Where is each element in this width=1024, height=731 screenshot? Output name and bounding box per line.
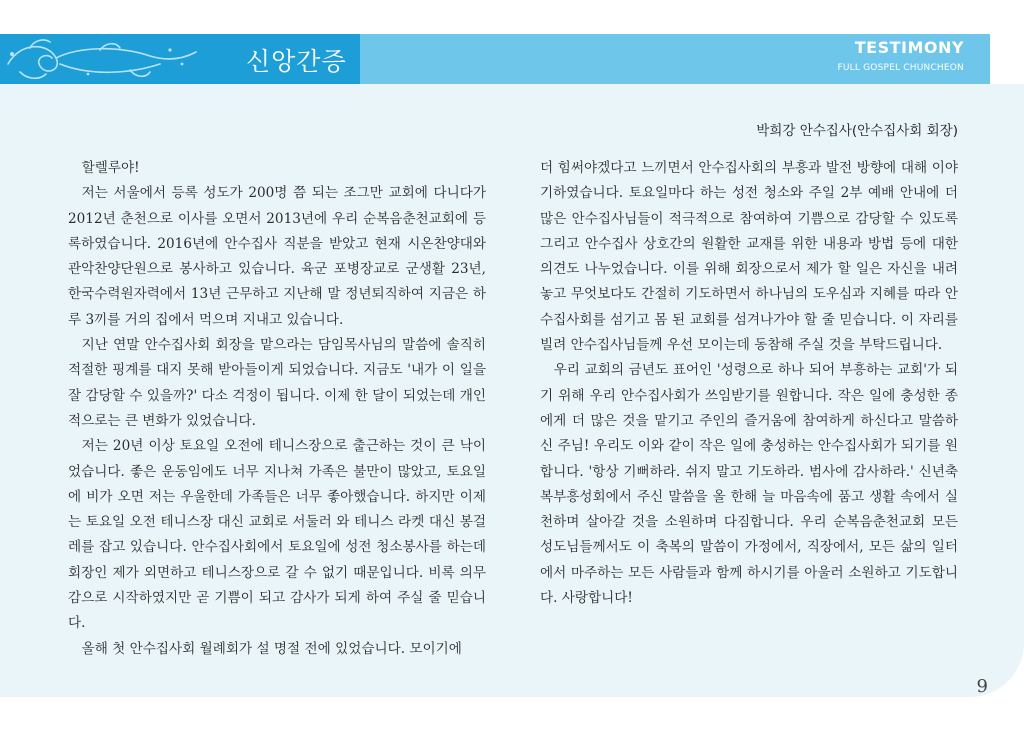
page-number: 9 bbox=[976, 676, 988, 697]
section-title: 신앙간증 bbox=[246, 47, 347, 76]
paragraph: 우리 교회의 금년도 표어인 '성령으로 하나 되어 부흥하는 교회'가 되기 위해 우리 안수집사회가 쓰임받기를 원합니다. 작은 일에 충성한 종에게 더 많은 것을 맡기고 주인의 즐거움에 참여하게 하신다고 말씀하신 주님! 우리도 이와 같이 작은 일에 충성하는 안수집사회가 되기를 원합니다. '항상 기뻐하라. 쉬지 말고 기도하라. 범사에 감사하라.' 신년축복부흥성회에서 주신 말씀을 올 한해 늘 마음속에 품고 생활 속에서 실천하며 살아갈 것을 소원하며 다짐합니다. 우리 순복음춘천교회 모든 성도님들께서도 이 축복의 말씀이 가정에서, 직장에서, 모든 삶의 일터에서 마주하는 모든 사람들과 함께 하시기를 아울러 소원하고 기도합니다. 사랑합니다! bbox=[540, 362, 958, 607]
paragraph: 저는 서울에서 등록 성도가 200명 쯤 되는 조그만 교회에 다니다가 2012년 춘천으로 이사를 오면서 2013년에 우리 순복음춘천교회에 등록하였습니다. 2016년에 안수집사 직분을 받았고 현재 시온찬양대와 관악찬양단원으로 봉사하고 있습니다. 육군 포병장교로 군생활 23년, 한국수력원자력에서 13년 근무하고 지난해 말 정년퇴직하여 지금은 하루 3끼를 거의 집에서 먹으며 지내고 있습니다. bbox=[68, 185, 486, 328]
right-column bbox=[540, 156, 958, 611]
paragraph: 올해 첫 안수집사회 월례회가 설 명절 전에 있었습니다. 모이기에 bbox=[81, 640, 462, 657]
brand-subtitle: FULL GOSPEL CHUNCHEON bbox=[837, 63, 964, 73]
swirl-ornament-icon bbox=[0, 34, 200, 84]
paragraph: 더 힘써야겠다고 느끼면서 안수집사회의 부흥과 발전 방향에 대해 이야기하였습니다. 토요일마다 하는 성전 청소와 주일 2부 예배 안내에 더 많은 안수집사님들이 적극적으로 참여하여 기쁨으로 감당할 수 있도록 그리고 안수집사 상호간의 원활한 교재를 위한 내용과 방법 등에 대한 의견도 나누었습니다. 이를 위해 회장으로서 제가 할 일은 자신을 내려놓고 무엇보다도 간절히 기도하면서 하나님의 도우심과 지혜를 따라 안수집사회를 섬기고 몸 된 교회를 섬겨나가야 할 줄 믿습니다. 이 자리를 빌려 안수집사님들께 우선 모이는데 동참해 주실 것을 부탁드립니다. bbox=[540, 160, 958, 354]
brand-block bbox=[837, 38, 964, 73]
author-line: 박희강 안수집사(안수집사회 회장) bbox=[756, 123, 958, 139]
left-column bbox=[68, 156, 486, 662]
section-title-box bbox=[0, 34, 360, 84]
paragraph: 저는 20년 이상 토요일 오전에 테니스장으로 출근하는 것이 큰 낙이었습니다. 좋은 운동임에도 너무 지나쳐 가족은 불만이 많았고, 토요일에 비가 오면 저는 우울한데 가족들은 너무 좋아했습니다. 하지만 이제는 토요일 오전 테니스장 대신 교회로 서둘러 와 테니스 라켓 대신 봉걸레를 잡고 있습니다. 안수집사회에서 토요일에 성전 청소봉사를 하는데 회장인 제가 외면하고 테니스장으로 갈 수 없기 때문입니다. 비록 의무감으로 시작하였지만 곧 기쁨이 되고 감사가 되게 하여 주실 줄 믿습니다. bbox=[68, 438, 486, 632]
paragraph: 할렐루야! bbox=[81, 160, 140, 176]
paragraph: 지난 연말 안수집사회 회장을 맡으라는 담임목사님의 말씀에 솔직히 적절한 핑계를 대지 못해 받아들이게 되었습니다. 지금도 '내가 이 일을 잘 감당할 수 있을까?' 다소 걱정이 됩니다. 이제 한 달이 되었는데 개인적으로는 큰 변화가 있었습니다. bbox=[68, 337, 486, 429]
brand-title: TESTIMONY bbox=[854, 38, 964, 57]
